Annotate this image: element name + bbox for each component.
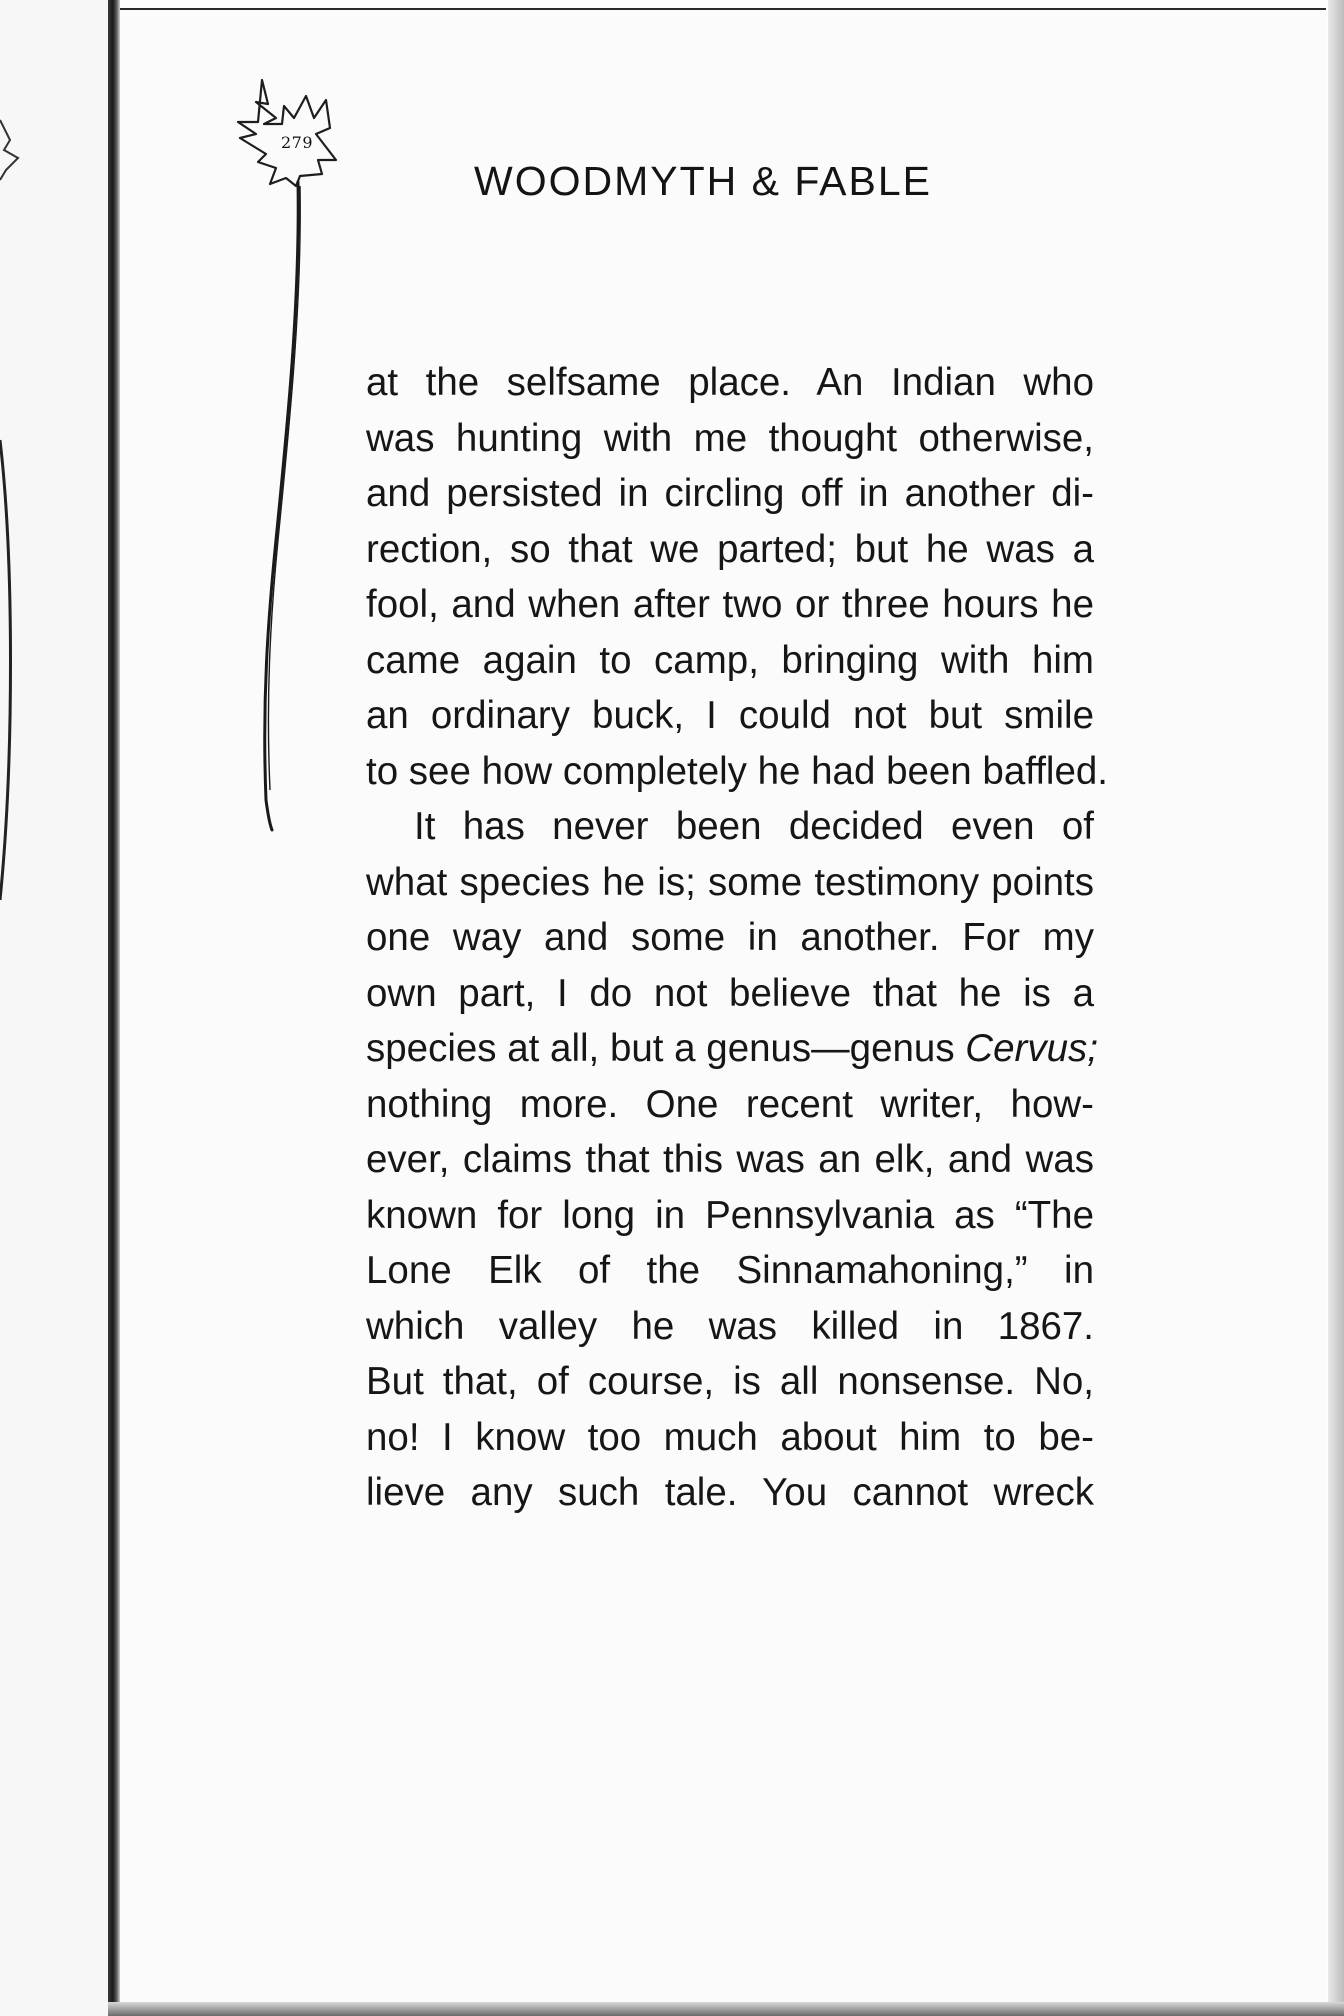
text-line: nothing more. One recent writer, how- xyxy=(366,1082,1094,1126)
text-line: own part, I do not believe that he is a xyxy=(366,971,1094,1015)
text-line: what species he is; some testimony points xyxy=(366,860,1094,904)
body-text xyxy=(366,355,1109,1521)
genus-name-italic: Cervus; xyxy=(965,1027,1098,1070)
text-line: Lone Elk of the Sinnamahoning,” in xyxy=(366,1249,1094,1292)
text-line: an ordinary buck, I could not but smile xyxy=(366,694,1094,737)
page-edge-bottom xyxy=(108,2002,1344,2016)
text-line: was hunting with me thought otherwise, xyxy=(366,416,1094,460)
facing-page-edge xyxy=(0,0,109,2016)
text-line-roman: species at all, but a genus—genus xyxy=(366,1027,966,1070)
text-line: no! I know too much about him to be- xyxy=(366,1415,1094,1459)
text-line: It has never been decided even of xyxy=(414,805,1094,848)
text-line: came again to camp, bringing with him xyxy=(366,638,1094,682)
text-line: rection, so that we parted; but he was a xyxy=(366,527,1094,571)
text-line: fool, and when after two or three hours he xyxy=(366,583,1094,626)
text-line: which valley he was killed in 1867. xyxy=(366,1304,1094,1348)
running-head: WOODMYTH & FABLE xyxy=(474,158,932,204)
text-line: at the selfsame place. An Indian who xyxy=(366,361,1094,404)
book-gutter xyxy=(108,0,120,2016)
text-line: known for long in Pennsylvania as “The xyxy=(366,1193,1094,1237)
text-line: lieve any such tale. You cannot wreck xyxy=(366,1471,1094,1514)
text-line: ever, claims that this was an elk, and was xyxy=(366,1138,1094,1181)
text-line: one way and some in another. For my xyxy=(366,916,1094,959)
text-line: and persisted in circling off in another di- xyxy=(366,472,1094,515)
page-edge-right xyxy=(1328,0,1344,2016)
text-line: But that, of course, is all nonsense. No, xyxy=(366,1360,1094,1403)
text-line xyxy=(366,1021,1098,1077)
page-number: 279 xyxy=(281,133,314,152)
text-line: to see how completely he had been baffled. xyxy=(366,749,1109,793)
